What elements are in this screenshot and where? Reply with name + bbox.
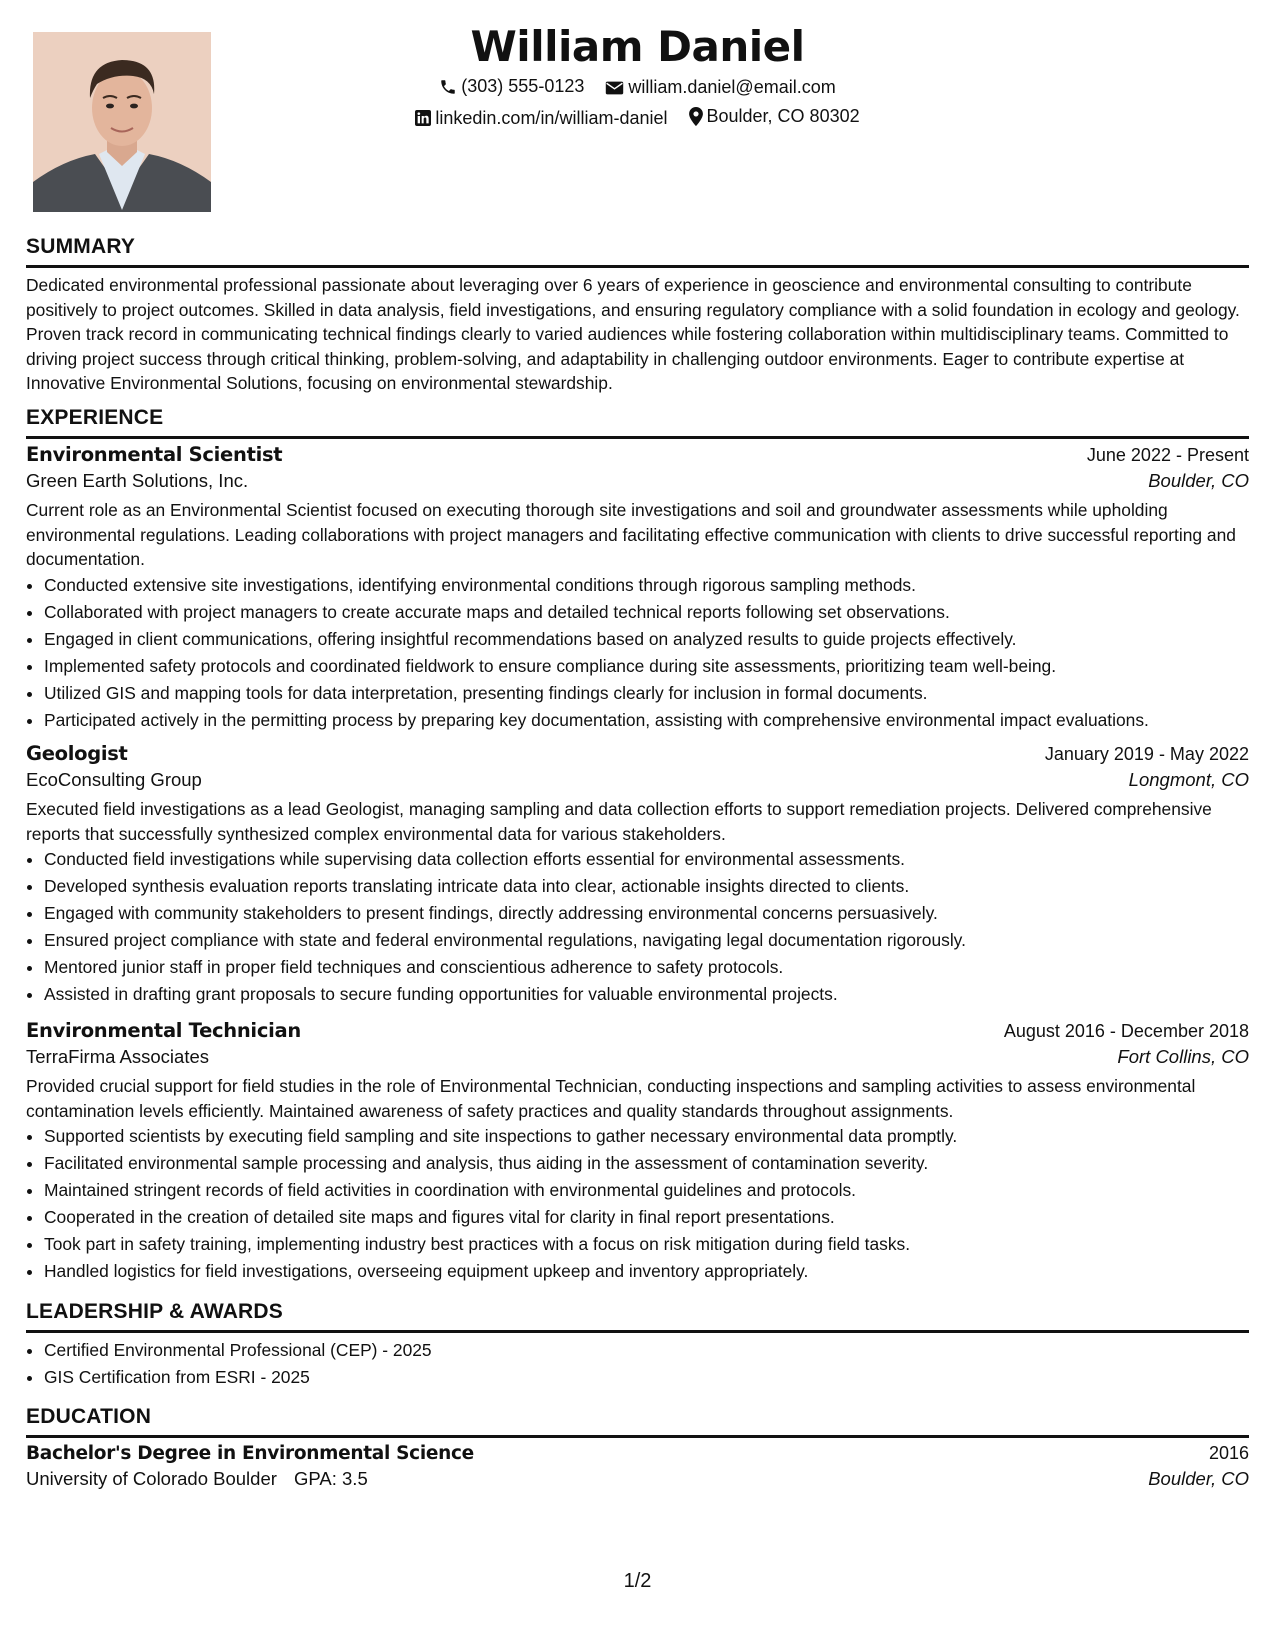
job-subheader (26, 470, 1249, 492)
experience-section (26, 405, 1249, 439)
contact-row-2 (0, 106, 1275, 131)
envelope-icon (605, 80, 624, 96)
map-pin-icon (689, 107, 703, 126)
list-item: • Cooperated in the creation of detailed site maps and figures vital for clarity in final report presentations. (44, 1204, 1249, 1231)
list-item: • Ensured project compliance with state and federal environmental regulations, navigating legal documentation rigorously. (44, 927, 1249, 954)
education-subheader (26, 1468, 1249, 1490)
list-item: • Engaged with community stakeholders to present findings, directly addressing environmental concerns persuasively. (44, 900, 1249, 927)
summary-section (26, 234, 1249, 396)
list-item: • Certified Environmental Professional (CEP) - 2025 (44, 1337, 1249, 1364)
list-item: • Handled logistics for field investigations, overseeing equipment upkeep and inventory appropriately. (44, 1258, 1249, 1285)
linkedin-icon (415, 110, 431, 126)
list-item: • Mentored junior staff in proper field techniques and conscientious adherence to safety protocols. (44, 954, 1249, 981)
job-title: Geologist (26, 742, 128, 765)
phone-icon (439, 78, 457, 96)
job-bullets (26, 572, 1249, 734)
section-title-summary: SUMMARY (26, 234, 1249, 268)
job-description: Provided crucial support for field studies in the role of Environmental Technician, conducting inspections and sampling activities to assess environmental contamination levels efficiently. Maintained awareness of safety practices and quality standards throughout assignments. (26, 1076, 1196, 1121)
school-name: University of Colorado Boulder (26, 1468, 277, 1489)
gpa: GPA: 3.5 (294, 1468, 368, 1489)
job-header (26, 742, 1249, 765)
list-item: • Supported scientists by executing field sampling and site inspections to gather necessary environmental data promptly. (44, 1123, 1249, 1150)
email-item[interactable] (605, 77, 835, 98)
graduation-year: 2016 (1208, 1443, 1249, 1463)
job-title: Environmental Scientist (26, 443, 283, 466)
contact-row-1 (0, 76, 1275, 101)
list-item: • Utilized GIS and mapping tools for data interpretation, presenting findings clearly for inclusion in formal documents. (44, 680, 1249, 707)
job-location: Boulder, CO (1148, 470, 1249, 491)
linkedin-url[interactable]: linkedin.com/in/william-daniel (435, 107, 668, 128)
school-location: Boulder, CO (1148, 1468, 1249, 1489)
section-title-leadership: LEADERSHIP & AWARDS (26, 1299, 1249, 1333)
degree-title: Bachelor's Degree in Environmental Science (26, 1443, 474, 1464)
job-header (26, 443, 1249, 466)
list-item: • Took part in safety training, implementing industry best practices with a focus on risk mitigation during field tasks. (44, 1231, 1249, 1258)
list-item: • Implemented safety protocols and coordinated fieldwork to ensure compliance during site assessments, prioritizing team well-being. (44, 653, 1249, 680)
job-location: Longmont, CO (1128, 769, 1249, 790)
job-entry (26, 443, 1249, 734)
job-dates: June 2022 - Present (1086, 445, 1249, 465)
phone-item (439, 76, 584, 97)
list-item: • GIS Certification from ESRI - 2025 (44, 1364, 1249, 1391)
list-item: • Maintained stringent records of field activities in coordination with environmental guidelines and protocols. (44, 1177, 1249, 1204)
company-name: TerraFirma Associates (26, 1046, 209, 1067)
company-name: EcoConsulting Group (26, 769, 202, 790)
location-item (689, 106, 860, 127)
phone-number: (303) 555-0123 (461, 76, 585, 96)
job-entry (26, 1019, 1249, 1285)
list-item: • Developed synthesis evaluation reports translating intricate data into clear, actionable insights directed to clients. (44, 873, 1249, 900)
job-description: Executed field investigations as a lead Geologist, managing sampling and data collection efforts to support remediation projects. Delivered comprehensive reports that successfully synthesized complex environmental data for various stakeholders. (26, 799, 1212, 844)
linkedin-item[interactable] (415, 108, 667, 129)
education-section (26, 1404, 1249, 1490)
leadership-section (26, 1299, 1249, 1391)
list-item: • Engaged in client communications, offering insightful recommendations based on analyzed results to guide projects effectively. (44, 626, 1249, 653)
page-number: 1/2 (623, 1570, 652, 1592)
list-item: • Collaborated with project managers to create accurate maps and detailed technical reports following set observations. (44, 599, 1249, 626)
section-title-experience: EXPERIENCE (26, 405, 1249, 439)
job-location: Fort Collins, CO (1117, 1046, 1249, 1067)
education-header (26, 1443, 1249, 1464)
job-description: Current role as an Environmental Scientist focused on executing thorough site investigations and soil and groundwater assessments while upholding environmental regulations. Leading collaborations with project managers and facilitating effective communication with clients to drive successful reporting and documentation. (26, 500, 1236, 569)
candidate-name: William Daniel (470, 22, 805, 71)
job-title: Environmental Technician (26, 1019, 301, 1042)
list-item: • Conducted field investigations while supervising data collection efforts essential for environmental assessments. (44, 846, 1249, 873)
section-title-education: EDUCATION (26, 1404, 1249, 1438)
list-item: • Facilitated environmental sample processing and analysis, thus aiding in the assessment of contamination severity. (44, 1150, 1249, 1177)
job-header (26, 1019, 1249, 1042)
summary-text: Dedicated environmental professional passionate about leveraging over 6 years of experience in geoscience and environmental consulting to contribute positively to project outcomes. Skilled in data analysis, field investigations, and ensuring regulatory compliance with a solid foundation in ecology and geology. Proven track record in communicating technical findings clearly to varied audiences while fostering collaboration within multidisciplinary teams. Committed to driving project success through critical thinking, problem-solving, and adaptability in challenging outdoor environments. Eager to contribute expertise at Innovative Environmental Solutions, focusing on environmental stewardship. (26, 275, 1240, 393)
job-dates: January 2019 - May 2022 (1044, 744, 1249, 764)
awards-list (26, 1337, 1249, 1391)
job-bullets (26, 846, 1249, 1008)
job-dates: August 2016 - December 2018 (1003, 1021, 1249, 1041)
company-name: Green Earth Solutions, Inc. (26, 470, 249, 491)
list-item: • Assisted in drafting grant proposals to secure funding opportunities for valuable environmental projects. (44, 981, 1249, 1008)
job-subheader (26, 1046, 1249, 1068)
email-address[interactable]: william.daniel@email.com (628, 77, 836, 97)
list-item: • Participated actively in the permitting process by preparing key documentation, assisting with comprehensive environmental impact evaluations. (44, 707, 1249, 734)
job-entry (26, 742, 1249, 1008)
location-text: Boulder, CO 80302 (706, 106, 860, 126)
job-subheader (26, 769, 1249, 791)
job-bullets (26, 1123, 1249, 1285)
list-item: • Conducted extensive site investigations, identifying environmental conditions through rigorous sampling methods. (44, 572, 1249, 599)
